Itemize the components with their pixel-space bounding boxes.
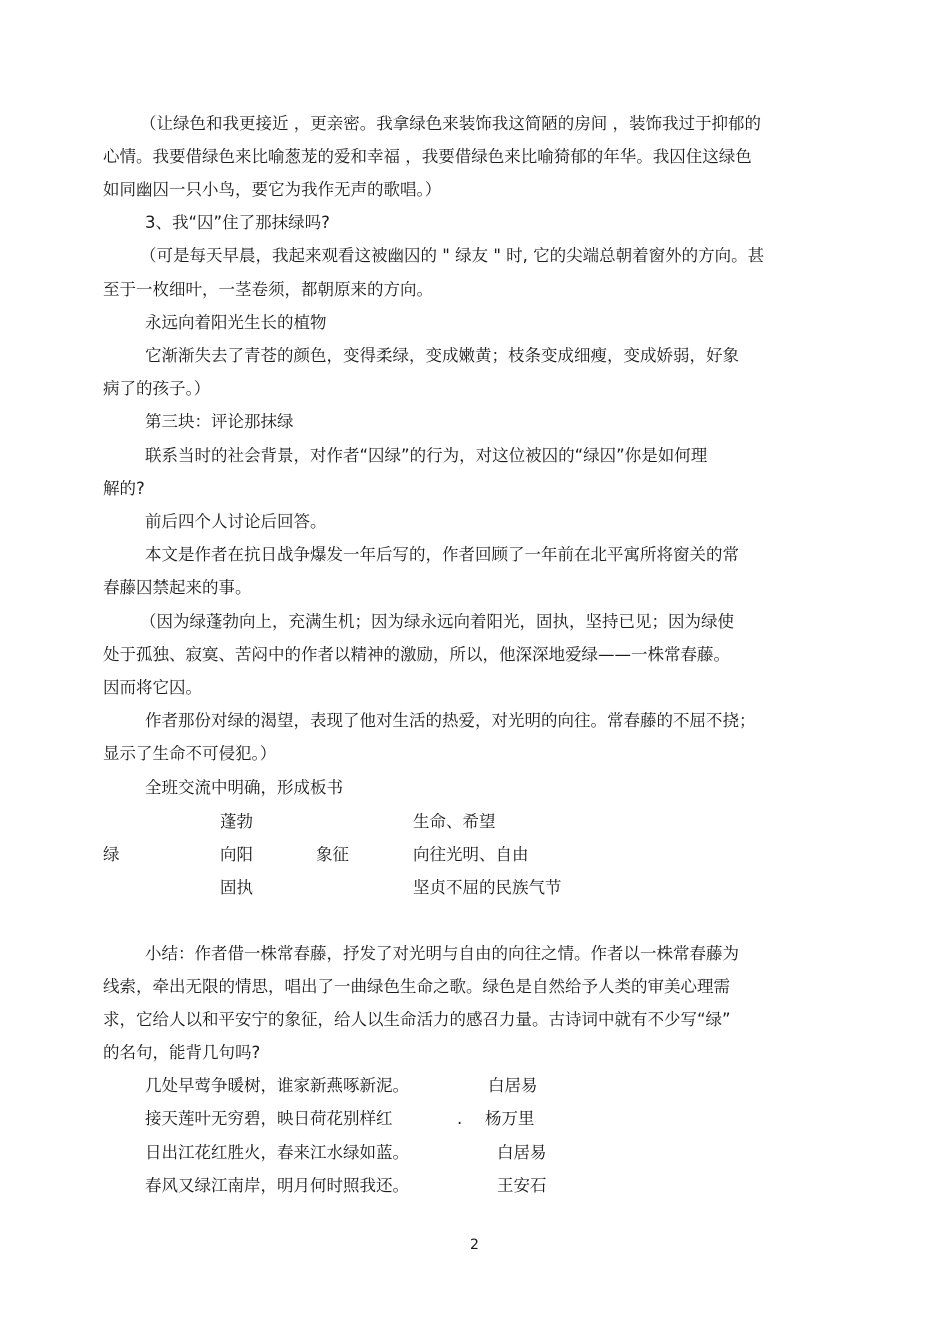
- paragraph-line: 求，它给人以和平安宁的象征，给人以生命活力的感召力量。古诗词中就有不少写“绿”: [103, 1010, 731, 1029]
- paragraph-line: 它渐渐失去了青苍的颜色，变得柔绿，变成嫩黄；枝条变成细瘦，变成娇弱，好象: [145, 346, 739, 365]
- board-trait: 固执: [220, 878, 253, 897]
- paragraph-line: 解的?: [103, 479, 145, 498]
- poem-separator: .: [457, 1109, 463, 1128]
- paragraph-line: 处于孤独、寂寞、苦闷中的作者以精神的激励，所以，他深深地爱绿——一株常春藤。: [103, 645, 730, 664]
- board-meaning: 向往光明、自由: [413, 845, 529, 864]
- board-root: 绿: [103, 845, 120, 864]
- poem-line: 日出江花红胜火，春来江水绿如蓝。: [145, 1143, 409, 1162]
- paragraph-line: 春藤囚禁起来的事。: [103, 578, 252, 597]
- poem-author: 王安石: [497, 1176, 547, 1195]
- paragraph-line: （可是每天早晨，我起来观看这被幽囚的 " 绿友 " 时, 它的尖端总朝着窗外的方向。甚: [140, 246, 765, 265]
- page-number: 2: [470, 1237, 479, 1253]
- paragraph-line: 的名句，能背几句吗?: [103, 1043, 261, 1062]
- paragraph-line: 心情。我要借绿色来比喻葱茏的爱和幸福 ，我要借绿色来比喻猗郁的年华。我囚住这绿色: [103, 147, 752, 166]
- paragraph-line: 如同幽囚一只小鸟，要它为我作无声的歌唱。）: [103, 180, 442, 199]
- paragraph-line: 前后四个人讨论后回答。: [145, 512, 327, 531]
- paragraph-line: 全班交流中明确，形成板书: [145, 778, 343, 797]
- paragraph-line: 线索，牵出无限的情思，唱出了一曲绿色生命之歌。绿色是自然给予人类的审美心理需: [103, 977, 730, 996]
- poem-author: 白居易: [488, 1076, 538, 1095]
- poem-line: 接天莲叶无穷碧，映日荷花别样红: [145, 1109, 393, 1128]
- paragraph-line: （因为绿蓬勃向上，充满生机；因为绿永远向着阳光，固执，坚持已见；因为绿使: [140, 612, 734, 631]
- board-meaning: 生命、希望: [413, 812, 496, 831]
- section-heading: 第三块：评论那抹绿: [145, 412, 294, 431]
- section-heading: 3、我“囚”住了那抹绿吗?: [145, 213, 330, 232]
- poem-author: 白居易: [497, 1143, 547, 1162]
- poem-author: 杨万里: [485, 1109, 535, 1128]
- poem-line: 春风又绿江南岸，明月何时照我还。: [145, 1176, 409, 1195]
- paragraph-line: （让绿色和我更接近 ，更亲密。我拿绿色来装饰我这简陋的房间 ，装饰我过于抑郁的: [140, 114, 761, 133]
- paragraph-line: 作者那份对绿的渴望，表现了他对生活的热爱，对光明的向往。常春藤的不屈不挠；: [145, 711, 756, 730]
- poem-line: 几处早莺争暖树，谁家新燕啄新泥。: [145, 1076, 409, 1095]
- board-meaning: 坚贞不屈的民族气节: [413, 878, 562, 897]
- paragraph-line: 联系当时的社会背景，对作者“囚绿”的行为，对这位被囚的“绿囚”你是如何理: [145, 446, 708, 465]
- paragraph-line: 因而将它囚。: [103, 678, 202, 697]
- board-symbol: 象征: [316, 845, 349, 864]
- paragraph-line: 永远向着阳光生长的植物: [145, 313, 327, 332]
- paragraph-line: 病了的孩子。）: [103, 379, 211, 398]
- board-trait: 蓬勃: [220, 812, 253, 831]
- paragraph-line: 至于一枚细叶，一茎卷须，都朝原来的方向。: [103, 280, 433, 299]
- paragraph-line: 显示了生命不可侵犯。）: [103, 744, 277, 763]
- paragraph-line: 本文是作者在抗日战争爆发一年后写的，作者回顾了一年前在北平寓所将窗关的常: [145, 545, 739, 564]
- board-trait: 向阳: [220, 845, 253, 864]
- paragraph-line: 小结：作者借一株常春藤，抒发了对光明与自由的向往之情。作者以一株常春藤为: [145, 944, 739, 963]
